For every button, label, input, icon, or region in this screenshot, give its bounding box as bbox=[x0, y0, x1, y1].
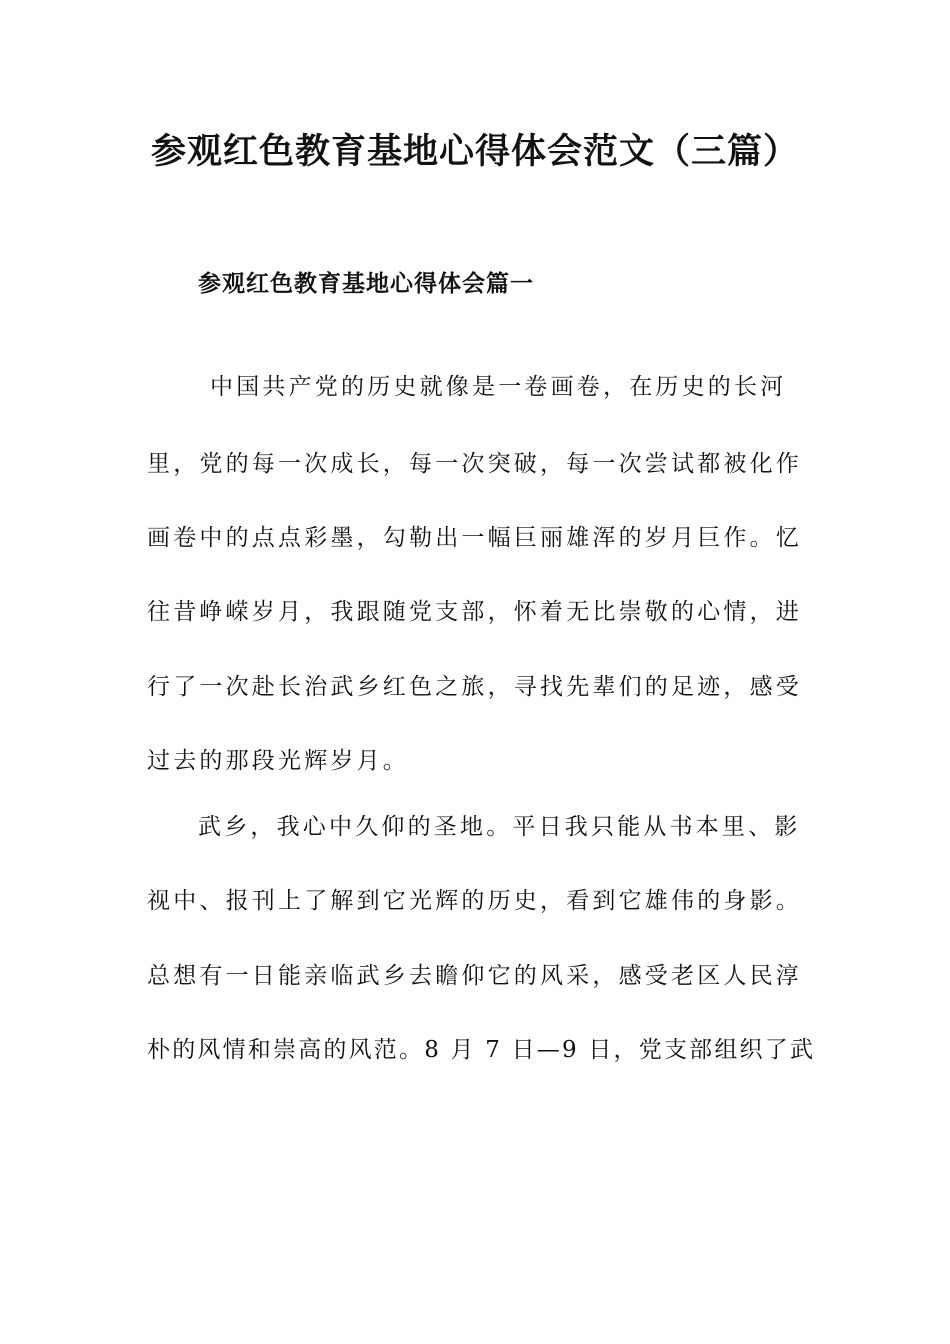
paragraph-line: 中国共产党的历史就像是一卷画卷，在历史的长河 bbox=[210, 374, 787, 400]
paragraph-line: 视中、报刊上了解到它光辉的历史，看到它雄伟的身影。 bbox=[147, 888, 802, 914]
paragraph-line: 朴的风情和崇高的风范。8 月 7 日—9 日，党支部组织了武 bbox=[147, 1037, 816, 1063]
section-heading: 参观红色教育基地心得体会篇一 bbox=[198, 270, 534, 297]
paragraph-line: 里，党的每一次成长，每一次突破，每一次尝试都被化作 bbox=[147, 451, 802, 477]
paragraph-line: 总想有一日能亲临武乡去瞻仰它的风采，感受老区人民淳 bbox=[147, 963, 802, 989]
paragraph-line: 行了一次赴长治武乡红色之旅，寻找先辈们的足迹，感受 bbox=[147, 674, 802, 700]
paragraph-line: 往昔峥嵘岁月，我跟随党支部，怀着无比崇敬的心情，进 bbox=[147, 599, 802, 625]
paragraph-line: 武乡，我心中久仰的圣地。平日我只能从书本里、影 bbox=[198, 814, 801, 840]
paragraph-line: 画卷中的点点彩墨，勾勒出一幅巨丽雄浑的岁月巨作。忆 bbox=[147, 525, 802, 551]
document-title: 参观红色教育基地心得体会范文（三篇） bbox=[150, 131, 799, 172]
paragraph-line: 过去的那段光辉岁月。 bbox=[147, 748, 409, 774]
